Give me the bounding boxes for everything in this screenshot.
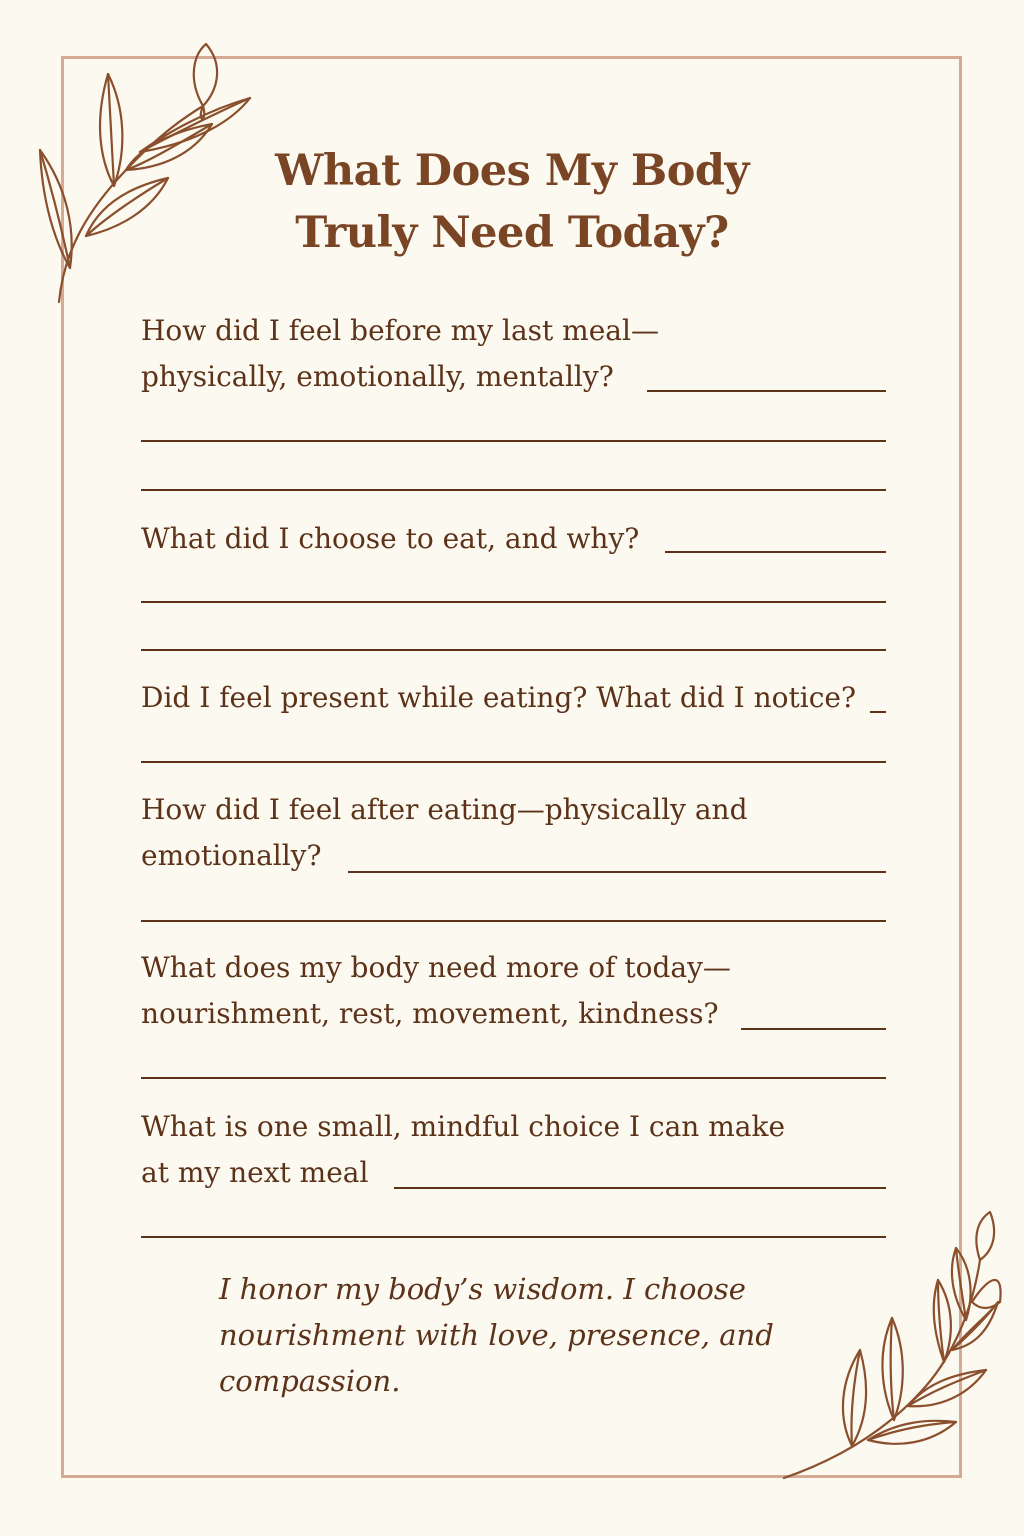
question-1-line-1: How did I feel before my last meal— bbox=[141, 314, 659, 347]
question-6 bbox=[141, 1104, 785, 1196]
question-1 bbox=[141, 308, 659, 400]
question-3 bbox=[141, 675, 856, 721]
answer-line[interactable] bbox=[741, 1028, 886, 1030]
answer-line[interactable] bbox=[141, 761, 886, 763]
question-4-line-2: emotionally? bbox=[141, 839, 322, 872]
leaf-sprig-icon bbox=[776, 1210, 1006, 1480]
question-6-line-2: at my next meal bbox=[141, 1156, 369, 1189]
answer-line[interactable] bbox=[141, 649, 886, 651]
answer-line[interactable] bbox=[870, 711, 886, 713]
question-4-line-1: How did I feel after eating—physically and bbox=[141, 793, 748, 826]
question-1-line-2: physically, emotionally, mentally? bbox=[141, 360, 614, 393]
answer-line[interactable] bbox=[141, 601, 886, 603]
question-5 bbox=[141, 945, 731, 1037]
affirmation bbox=[219, 1266, 779, 1404]
affirmation-line-1: I honor my body’s wisdom. I choose bbox=[219, 1272, 746, 1306]
question-2-line-1: What did I choose to eat, and why? bbox=[141, 522, 640, 555]
answer-line[interactable] bbox=[348, 871, 886, 873]
title-line-1: What Does My Body bbox=[275, 146, 749, 196]
answer-line[interactable] bbox=[665, 551, 886, 553]
answer-line[interactable] bbox=[141, 1236, 886, 1238]
page-title bbox=[140, 140, 884, 264]
title-line-2: Truly Need Today? bbox=[295, 208, 729, 258]
answer-line[interactable] bbox=[141, 440, 886, 442]
question-2 bbox=[141, 516, 639, 562]
answer-line[interactable] bbox=[394, 1187, 886, 1189]
question-3-line-1: Did I feel present while eating? What did I notice? bbox=[141, 681, 856, 714]
question-4 bbox=[141, 787, 748, 879]
question-5-line-1: What does my body need more of today— bbox=[141, 951, 731, 984]
question-5-line-2: nourishment, rest, movement, kindness? bbox=[141, 997, 719, 1030]
answer-line[interactable] bbox=[141, 1077, 886, 1079]
affirmation-line-3: compassion. bbox=[219, 1364, 401, 1398]
answer-line[interactable] bbox=[141, 489, 886, 491]
answer-line[interactable] bbox=[141, 920, 886, 922]
affirmation-line-2: nourishment with love, presence, and bbox=[219, 1318, 774, 1352]
question-6-line-1: What is one small, mindful choice I can make bbox=[141, 1110, 786, 1143]
answer-line[interactable] bbox=[647, 390, 886, 392]
